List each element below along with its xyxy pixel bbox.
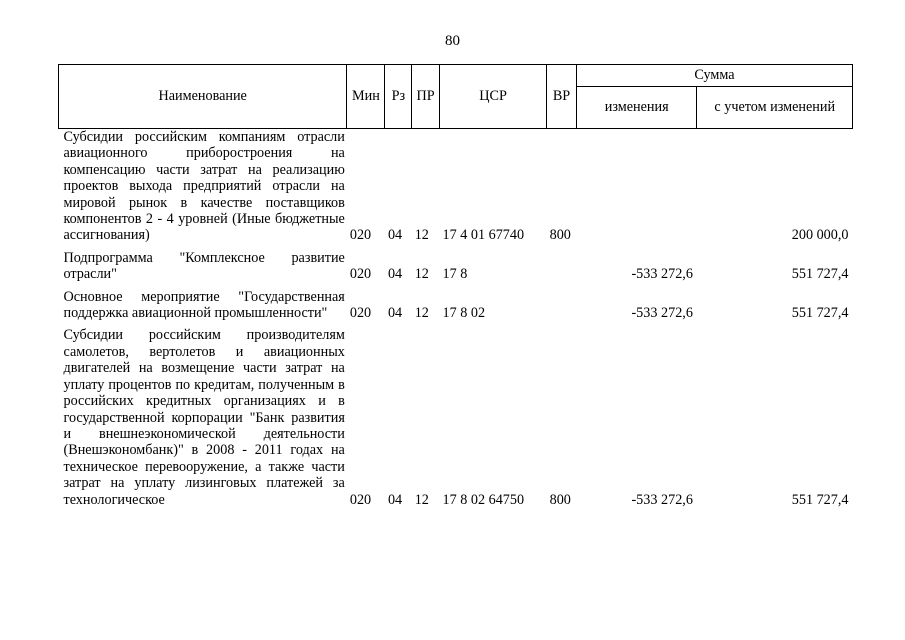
row-vr — [547, 283, 577, 322]
row-min: 020 — [349, 305, 372, 322]
row-vr: 800 — [549, 491, 571, 508]
table-row — [59, 244, 853, 283]
header-vr: ВР — [547, 65, 577, 129]
header-change: изменения — [576, 87, 696, 129]
row-name: Субсидии российским производителям самолетов, вертолетов и авиационных двигателей на возмещение части затрат на уплату процентов по кредитам, полученным в российских кредитных организациях и в государственной корпорации "Банк развития и внешнеэкономической деятельности (Внешэкономбанк)" в 2008 - 2011 годах на техническое перевооружение, а также части затрат на уплату лизинговых платежей за технологическое — [63, 327, 345, 508]
row-min: 020 — [349, 266, 372, 283]
header-min: Мин — [347, 65, 385, 129]
row-min: 020 — [349, 491, 372, 508]
row-pr: 12 — [414, 491, 429, 508]
row-rz: 04 — [387, 266, 403, 283]
row-pr: 12 — [414, 266, 429, 283]
table-body — [59, 129, 853, 508]
row-rz: 04 — [387, 305, 403, 322]
page-number: 80 — [445, 33, 460, 49]
header-rz: Рз — [385, 65, 412, 129]
row-pr: 12 — [414, 227, 429, 244]
row-name: Основное мероприятие "Государственная поддержка авиационной промышленности" — [63, 288, 345, 322]
header-pr: ПР — [412, 65, 440, 129]
row-rz: 04 — [387, 227, 403, 244]
row-vr — [547, 244, 577, 283]
row-pr: 12 — [414, 305, 429, 322]
row-csr: 17 4 01 67740 — [442, 227, 525, 244]
row-change — [576, 129, 696, 244]
row-min: 020 — [349, 227, 372, 244]
row-change: -533 272,6 — [631, 491, 693, 508]
header-total: с учетом изменений — [697, 87, 853, 129]
row-name: Подпрограмма "Комплексное развитие отрасли" — [63, 249, 345, 283]
row-vr: 800 — [549, 227, 571, 244]
budget-table — [58, 64, 853, 508]
row-csr: 17 8 — [442, 266, 468, 283]
table-row — [59, 321, 853, 507]
table-row — [59, 283, 853, 322]
header-sum: Сумма — [576, 65, 852, 87]
table-row — [59, 129, 853, 244]
row-total: 551 727,4 — [791, 305, 849, 322]
header-csr: ЦСР — [440, 65, 547, 129]
table-header — [59, 65, 853, 129]
row-total: 551 727,4 — [791, 266, 849, 283]
row-csr: 17 8 02 — [442, 305, 486, 322]
header-name: Наименование — [59, 65, 347, 129]
row-change: -533 272,6 — [631, 305, 693, 322]
row-rz: 04 — [387, 491, 403, 508]
row-name: Субсидии российским компаниям отрасли авиационного приборостроения на компенсацию части затрат на реализацию проектов выхода предприятий отрасли на мировой рынок в качестве поставщиков компонентов 2 - 4 уровней (Иные бюджетные ассигнования) — [63, 129, 345, 244]
row-csr: 17 8 02 64750 — [442, 491, 525, 508]
row-total: 200 000,0 — [791, 227, 849, 244]
row-total: 551 727,4 — [791, 491, 849, 508]
row-change: -533 272,6 — [631, 266, 693, 283]
